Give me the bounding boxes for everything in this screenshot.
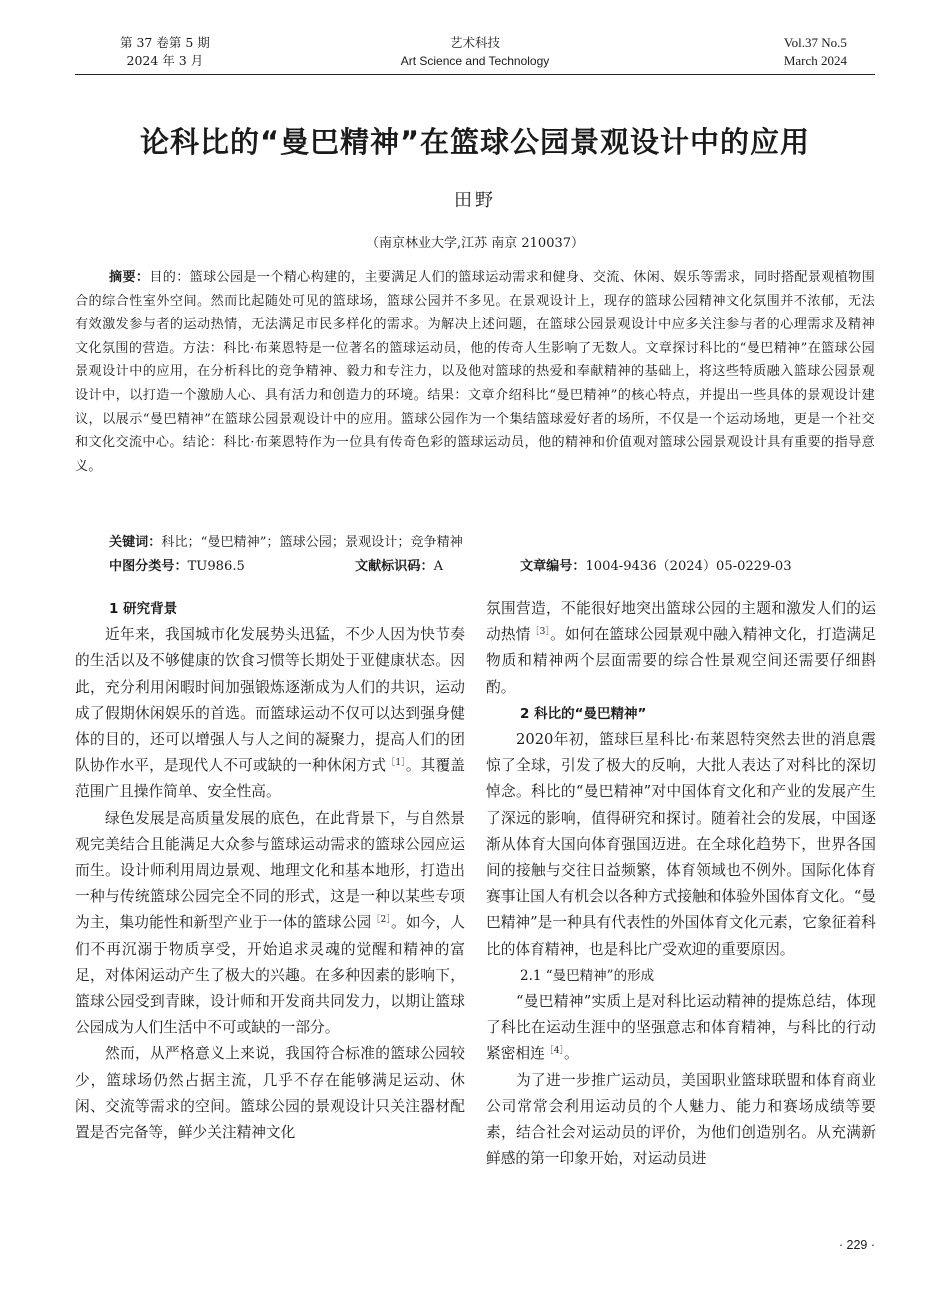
paragraph	[486, 596, 876, 701]
paragraph-text: 绿色发展是高质量发展的底色，在此背景下，与自然景观完美结合且能满足大众参与篮球运动需求的篮球公园应运而生。设计师利用周边景观、地理文化和基本地形，打造出一种与传统篮球公园完全不同的形式，这是一种以某些专项为主，集功能性和新型产业于一体的篮球公园	[75, 809, 465, 932]
paragraph-text: 。	[564, 1045, 579, 1063]
header-volume-en	[784, 34, 847, 70]
page-number: · 229 ·	[838, 1238, 875, 1252]
paragraph: 为了进一步推广运动员，美国职业篮球联盟和体育商业公司常常会利用运动员的个人魅力、能力和赛场成绩等要素，结合社会对运动员的评价，为他们创造别名。从充满新鲜感的第一印象开始，对运动员进	[486, 1071, 876, 1168]
article-number	[520, 556, 792, 578]
clc-value: TU986.5	[187, 559, 245, 574]
body-column-left	[75, 596, 465, 1146]
header-volume-issue: 第 37 卷第 5 期	[120, 35, 210, 50]
paragraph-text: 。如今，人们不再沉溺于物质享受，开始追求灵魂的觉醒和精神的富足，对体闲运动产生了极大的兴趣。在多种因素的影响下，篮球公园受到青睐，设计师和开发商共同发力，以期让篮球公园成为人们生活中不可或缺的一部分。	[75, 914, 465, 1037]
author-name: 田野	[454, 190, 496, 211]
abstract-text: 目的：篮球公园是一个精心构建的，主要满足人们的篮球运动需求和健身、交流、休闲、娱乐等需求，同时搭配景观植物围合的综合性室外空间。然而比起随处可见的篮球场，篮球公园并不多见。在景观设计上，现存的篮球公园精神文化氛围并不浓郁，无法有效激发参与者的运动热情，无法满足市民多样化的需求。为解决上述问题，在篮球公园景观设计中应多关注参与者的心理需求及精神文化氛围的营造。方法：科比·布莱恩特是一位著名的篮球运动员，他的传奇人生影响了无数人。文章探讨科比的“曼巴精神”在篮球公园景观设计中的应用，在分析科比的竞争精神、毅力和专注力，以及他对篮球的热爱和奉献精神的基础上，将这些特质融入篮球公园景观设计中，以打造一个激励人心、具有活力和创造力的环境。结果：文章介绍科比“曼巴精神”的核心特点，并提出一些具体的景观设计建议，以展示“曼巴精神”在篮球公园景观设计中的应用。篮球公园作为一个集结篮球爱好者的场所，不仅是一个运动场地，更是一个社交和文化交流中心。结论：科比·布莱恩特作为一位具有传奇色彩的篮球运动员，他的精神和价值观对篮球公园景观设计具有重要的指导意义。	[75, 270, 875, 474]
doc-value: A	[433, 559, 444, 574]
paragraph-text: 近年来，我国城市化发展势头迅猛，不少人因为快节奏的生活以及不够健康的饮食习惯等长期处于亚健康状态。因此，充分利用闲暇时间加强锻炼逐渐成为人们的共识，运动成了假期休闲娱乐的首选。而篮球运动不仅可以达到强身健体的目的，还可以增强人与人之间的凝聚力，提高人们的团队协作水平，是现代人不可或缺的一种休闲方式	[75, 626, 465, 775]
article-label: 文章编号：	[520, 559, 586, 574]
document-code	[355, 556, 443, 578]
clc-label: 中图分类号：	[109, 559, 188, 574]
paragraph: 然而，从严格意义上来说，我国符合标准的篮球公园较少，篮球场仍然占据主流，几乎不存在能够满足运动、休闲、交流等需求的空间。篮球公园的景观设计只关注器材配置是否完备等，鲜少关注精神文化	[75, 1045, 465, 1142]
citation-2: ［2］	[371, 915, 392, 926]
paragraph	[486, 989, 876, 1068]
keywords-text: 科比；“曼巴精神”；篮球公园；景观设计；竞争精神	[161, 535, 463, 550]
paragraph	[75, 806, 465, 1042]
abstract	[75, 266, 875, 478]
header-vol-no: Vol.37 No.5	[783, 35, 847, 50]
journal-name-cn: 艺术科技	[449, 35, 500, 50]
journal-name-en: Art Science and Technology	[400, 54, 550, 68]
keywords-label: 关键词：	[109, 535, 162, 550]
running-header	[75, 34, 875, 75]
section-heading-1: 1 研究背景	[109, 601, 178, 617]
citation-4: ［4］	[544, 1046, 564, 1057]
header-date-cn: 2024 年 3 月	[126, 53, 204, 68]
paragraph	[75, 622, 465, 805]
keywords	[109, 532, 869, 554]
header-journal	[75, 34, 875, 70]
clc-number	[109, 556, 245, 578]
doc-label: 文献标识码：	[355, 559, 434, 574]
classification-line	[109, 556, 869, 578]
paragraph-text: 氛围营造，不能很好地突出篮球公园的主题和激发人们的运动热情	[486, 600, 876, 644]
paragraph-text: 。其覆盖范围广且操作简单、安全性高。	[75, 757, 465, 801]
paragraph: 2020年初，篮球巨星科比·布莱恩特突然去世的消息震惊了全球，引发了极大的反响，大批人表达了对科比的深切悼念。科比的“曼巴精神”对中国体育文化和产业的发展产生了深远的影响，值得研究和探讨。随着社会的发展，中国逐渐从体育大国向体育强国迈进。在全球化趋势下，世界各国间的接触与交往日益频繁，体育领域也不例外。国际化体育赛事让国人有机会以各种方式接触和体验外国体育文化。“曼巴精神”是一种具有代表性的外国体育文化元素，它象征着科比的体育精神，也是科比广受欢迎的重要原因。	[486, 731, 876, 958]
body-column-right	[486, 596, 876, 1172]
section-heading-2: 2 科比的“曼巴精神”	[520, 705, 647, 722]
subsection-heading-2-1: 2.1 “曼巴精神”的形成	[520, 967, 655, 984]
citation-1: ［1］	[386, 758, 406, 769]
paragraph-text: “曼巴精神”实质上是对科比运动精神的提炼总结，体现了科比在运动生涯中的坚强意志和体育精神，与科比的行动紧密相连	[486, 993, 876, 1063]
paper-title: 论科比的“曼巴精神”在篮球公园景观设计中的应用	[139, 125, 811, 159]
abstract-label: 摘要：	[109, 270, 150, 285]
article-value: 1004-9436（2024）05-0229-03	[585, 559, 792, 574]
header-date-en: March 2024	[783, 53, 847, 68]
citation-3: ［3］	[530, 627, 551, 638]
affiliation: （南京林业大学,江苏 南京 210037）	[365, 236, 585, 251]
paragraph-text: 。如何在篮球公园景观中融入精神文化，打造满足物质和精神两个层面需要的综合性景观空间还需要仔细斟酌。	[486, 626, 876, 696]
